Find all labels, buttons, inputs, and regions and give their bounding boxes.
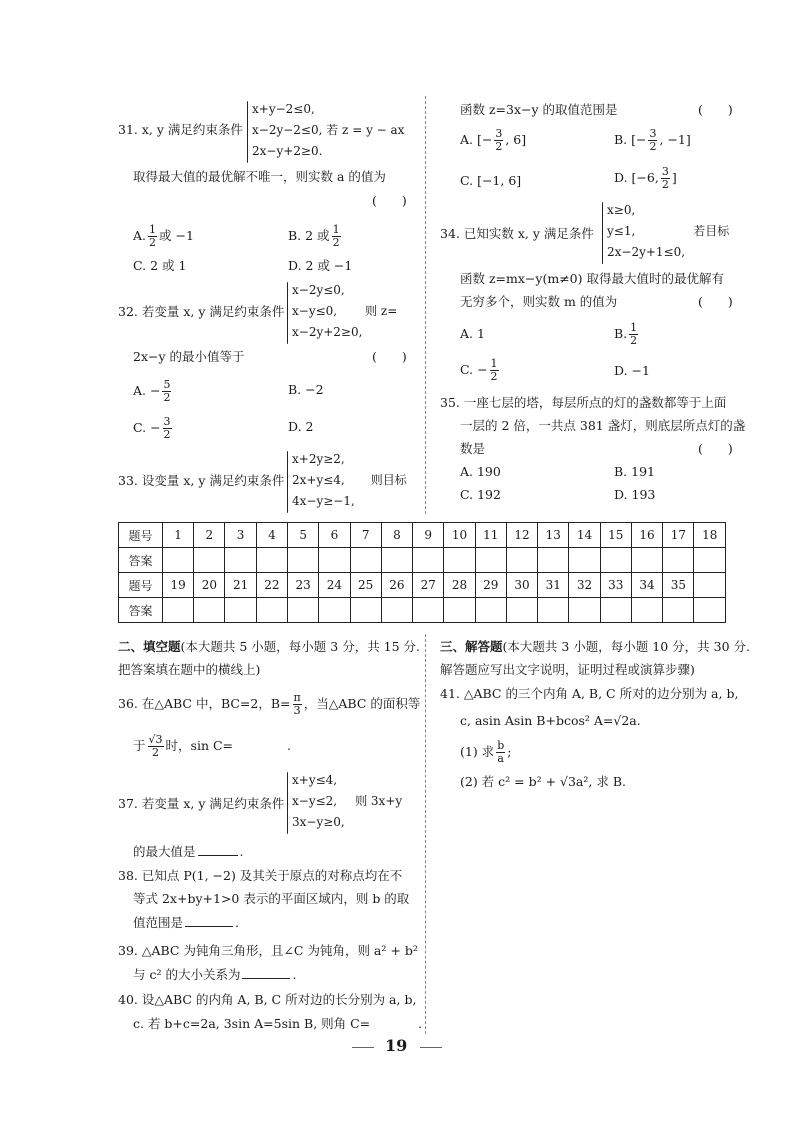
q33-brace [287,451,288,513]
answer-cell[interactable] [444,548,475,573]
q31-brace [247,101,248,163]
answer-cell[interactable] [569,548,600,573]
q32-lead: 32. 若变量 x, y 满足约束条件 [118,304,285,319]
table-answer-label: 答案 [119,598,163,623]
q38-line2: 等式 2x+by+1>0 表示的平面区域内，则 b 的取 [133,891,410,906]
answer-cell[interactable] [350,548,381,573]
question-number-cell: 31 [538,573,569,598]
q31-lead: 31. x, y 满足约束条件 [118,122,243,137]
question-number-cell: 23 [288,573,319,598]
q34-c3: 2x−2y+1≤0, [607,245,686,259]
page-number-dash-right [420,1047,442,1048]
q35-option-c: C. 192 [460,487,501,502]
question-number-cell: 26 [381,573,412,598]
answer-cell[interactable] [319,598,350,623]
q41-line1: 41. △ABC 的三个内角 A, B, C 所对的边分别为 a, b, [440,686,739,701]
question-number-cell: 9 [413,523,444,548]
question-number-cell: 32 [569,573,600,598]
q34-constraints [607,200,729,263]
answer-cell[interactable] [381,598,412,623]
section3-desc: (本大题共 3 小题，每小题 10 分，共 30 分. [502,639,750,654]
q32-brace [287,282,288,344]
answer-cell[interactable] [506,548,537,573]
question-number-cell: 34 [631,573,662,598]
question-number-cell [694,573,726,598]
q32-option-b: B. −2 [288,382,324,397]
question-number-cell: 33 [600,573,631,598]
column-divider-bottom [425,634,426,1034]
q31-c3: 2x−y+2≥0. [252,144,323,158]
q37-blank[interactable] [198,855,238,856]
q37-c2-tail: 则 3x+y [355,794,403,808]
section2-desc: (本大题共 5 小题，每小题 3 分，共 15 分. [180,639,421,654]
q31-constraints [252,99,404,162]
answer-cell[interactable] [444,598,475,623]
question-number-cell: 7 [350,523,381,548]
section3-desc2: 解答题应写出文字说明，证明过程或演算步骤) [440,662,695,677]
answer-cell[interactable] [600,548,631,573]
question-37-line2: 的最大值是 . [133,844,244,859]
question-36-line1: 36. 在△ABC 中，BC=2，B= $\frac{\pi}{3}$ ，当△ABC 的面积等 [118,691,421,717]
question-number-cell: 12 [506,523,537,548]
answer-table-row-numbers-1 [119,523,726,548]
question-40-line2: c. 若 b+c=2a, 3sin A=5sin B, 则角 C= . [133,1016,423,1031]
question-number-cell: 5 [288,523,319,548]
q41-part1: (1) 求 $\frac{b}{a}$ ; [460,739,512,765]
q33-c2-tail: 则目标 [370,473,407,487]
q34-line2: 函数 z=mx−y(m≠0) 取得最大值时的最优解有 [460,271,724,286]
answer-cell[interactable] [350,598,381,623]
section3-heading [440,638,750,656]
q34-c1: x≥0, [607,203,636,217]
answer-cell[interactable] [413,548,444,573]
question-number-cell: 20 [194,573,225,598]
question-number-cell: 4 [256,523,287,548]
q37-c1: x+y≤4, [292,773,338,787]
q39-blank[interactable] [242,978,290,979]
section2-title: 二、填空题 [118,639,181,654]
question-number-cell: 8 [381,523,412,548]
q32-line2: 2x−y 的最小值等于 [133,349,245,364]
q34-option-c: C. − $\frac{1}{2}$ [460,357,498,383]
table-answer-label: 答案 [119,548,163,573]
q32-c2: x−y≤0, [292,304,338,318]
question-number-cell: 35 [663,573,694,598]
question-36-line2: 于 $\frac{√3}{2}$ 时，sin C= . [133,733,291,759]
answer-cell[interactable] [569,598,600,623]
q39-line1: 39. △ABC 为钝角三角形，且∠C 为钝角，则 a² + b² [118,943,418,958]
answer-table-row-answers-2 [119,598,726,623]
q35-line2: 一层的 2 倍，一共点 381 盏灯，则底层所点灯的盏 [460,418,746,433]
answer-cell[interactable] [506,598,537,623]
question-number-cell: 19 [162,573,193,598]
answer-cell[interactable] [288,598,319,623]
section2-heading [118,638,420,656]
q32-option-c: C. − $\frac{3}{2}$ [133,415,171,441]
page-number-dash-left [352,1047,374,1048]
q33-c3: 4x−y≥−1, [292,494,355,508]
q37-lead: 37. 若变量 x, y 满足约束条件 [118,796,285,811]
q33-c1: x+2y≥2, [292,452,345,466]
q35-option-d: D. 193 [614,487,656,502]
q32-option-d: D. 2 [288,419,314,434]
q35-option-b: B. 191 [614,464,655,479]
answer-cell[interactable] [538,548,569,573]
q34-paren: ( ) [698,294,733,309]
q31-option-b: B. 2 或 $\frac{1}{2}$ [288,223,340,249]
question-number-cell: 25 [350,573,381,598]
table-header-label: 题号 [119,573,163,598]
q33b-option-a: A. [− $\frac{3}{2}$ , 6] [460,127,527,153]
question-number-cell: 6 [319,523,350,548]
column-divider-top [425,96,426,514]
q31-line2: 取得最大值的最优解不唯一，则实数 a 的值为 [133,169,386,184]
q41-part2: (2) 若 c² = b² + √3a², 求 B. [460,774,626,789]
answer-cell[interactable] [475,598,506,623]
question-number-cell: 21 [225,573,256,598]
q40-line1: 40. 设△ABC 的内角 A, B, C 所对边的长分别为 a, b, [118,992,417,1007]
question-number-cell: 22 [256,573,287,598]
q35-line3: 数是 [460,441,486,456]
question-number-cell: 17 [663,523,694,548]
question-number-cell: 2 [194,523,225,548]
q32-constraints [292,280,397,343]
section3-title: 三、解答题 [440,639,503,654]
section2-desc2: 把答案填在题中的横线上) [118,662,261,677]
question-38-line3: 值范围是 . [133,915,239,930]
answer-cell[interactable] [194,548,225,573]
q31-c2: x−2y−2≤0, 若 z = y − ax [252,123,405,137]
q33b-option-c: C. [−1, 6] [460,173,522,188]
answer-cell[interactable] [475,548,506,573]
q35-option-a: A. 190 [460,464,501,479]
answer-cell[interactable] [162,598,193,623]
table-header-label: 题号 [119,523,163,548]
answer-cell[interactable] [162,548,193,573]
question-number-cell: 14 [569,523,600,548]
answer-cell[interactable] [256,548,287,573]
q31-option-d: D. 2 或 −1 [288,258,353,273]
question-number-cell: 10 [444,523,475,548]
q34-lead: 34. 已知实数 x, y 满足条件 [440,226,594,241]
q31-option-a: A. $\frac{1}{2}$ 或 −1 [133,223,194,249]
q35-paren: ( ) [698,441,733,456]
q32-c1: x−2y≤0, [292,283,345,297]
answer-cell[interactable] [538,598,569,623]
answer-cell[interactable] [288,548,319,573]
q37-constraints [292,770,402,833]
question-number-cell: 29 [475,573,506,598]
answer-cell[interactable] [694,598,726,623]
answer-cell[interactable] [319,548,350,573]
q32-c2-tail: 则 z= [365,304,398,318]
question-number-cell: 30 [506,573,537,598]
q32-c3: x−2y+2≥0, [292,325,363,339]
q33-lead: 33. 设变量 x, y 满足约束条件 [118,473,285,488]
q33-c2: 2x+y≤4, [292,473,345,487]
answer-cell[interactable] [256,598,287,623]
q34-c2-tail: 若目标 [693,224,730,238]
answer-table-row-numbers-2 [119,573,726,598]
q34-brace [602,202,603,264]
question-number-cell: 28 [444,573,475,598]
q35-line1: 35. 一座七层的塔，每层所点的灯的盏数都等于上面 [440,395,727,410]
answer-table-row-answers-1 [119,548,726,573]
answer-cell[interactable] [631,548,662,573]
q34-line3: 无穷多个，则实数 m 的值为 [460,294,618,309]
answer-cell[interactable] [194,598,225,623]
q33b-option-b: B. [− $\frac{3}{2}$ , −1] [614,127,691,153]
question-number-cell: 15 [600,523,631,548]
q37-c2: x−y≤2, [292,794,338,808]
q33-constraints [292,449,407,512]
q41-line2: c, asin Asin B+bcos² A=√2a. [460,713,641,728]
answer-cell[interactable] [663,598,694,623]
q34-c2: y≤1, [607,224,636,238]
answer-cell[interactable] [600,598,631,623]
question-39-line2: 与 c² 的大小关系为 . [133,967,297,982]
question-number-cell: 1 [162,523,193,548]
q34-option-d: D. −1 [614,363,650,378]
answer-table [118,522,726,623]
q34-option-b: B. $\frac{1}{2}$ [614,321,638,347]
q37-c3: 3x−y≥0, [292,815,345,829]
answer-cell[interactable] [631,598,662,623]
question-number-cell: 27 [413,573,444,598]
answer-cell[interactable] [225,598,256,623]
question-number-cell: 3 [225,523,256,548]
answer-cell[interactable] [694,548,726,573]
page-number: 19 [385,1036,408,1055]
q38-blank[interactable] [185,926,233,927]
answer-cell[interactable] [225,548,256,573]
q32-option-a: A. − $\frac{5}{2}$ [133,378,171,404]
q33b-option-d: D. [−6, $\frac{3}{2}$ ] [614,165,677,191]
question-number-cell: 16 [631,523,662,548]
question-number-cell: 24 [319,573,350,598]
question-number-cell: 18 [694,523,726,548]
q31-c1: x+y−2≤0, [252,102,315,116]
q37-brace [287,772,288,834]
question-number-cell: 11 [475,523,506,548]
q33b-line: 函数 z=3x−y 的取值范围是 [460,102,618,117]
q32-paren: ( ) [372,349,407,364]
q34-option-a: A. 1 [460,326,485,341]
question-number-cell: 13 [538,523,569,548]
q38-line1: 38. 已知点 P(1, −2) 及其关于原点的对称点均在不 [118,868,403,883]
answer-cell[interactable] [663,548,694,573]
q33b-paren: ( ) [698,102,733,117]
answer-cell[interactable] [381,548,412,573]
q31-paren: ( ) [372,193,407,208]
q31-option-c: C. 2 或 1 [133,258,187,273]
answer-cell[interactable] [413,598,444,623]
